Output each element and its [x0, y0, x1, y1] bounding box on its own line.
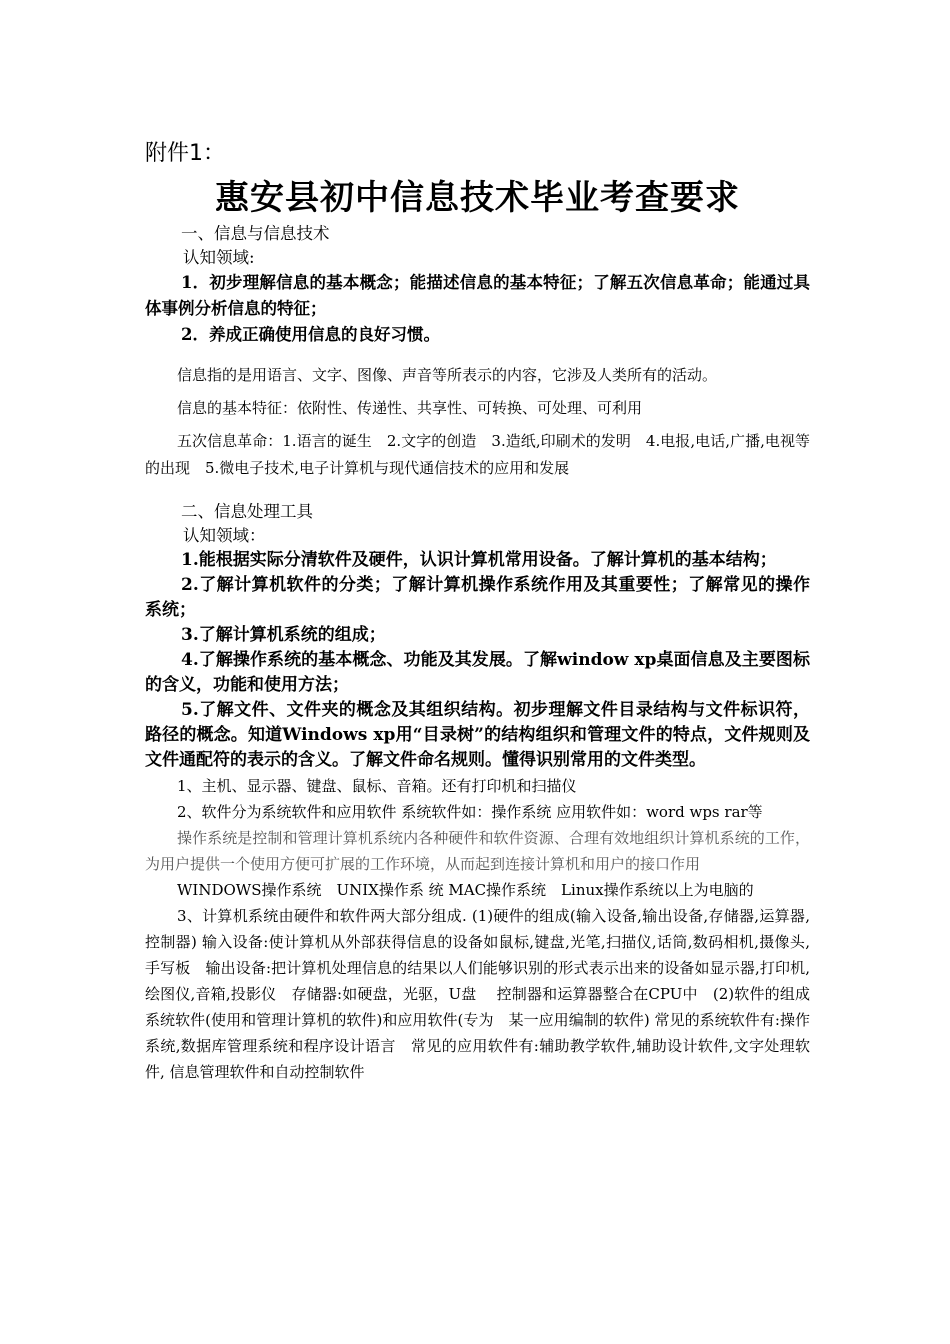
section-1-requirement-1: 1．初步理解信息的基本概念；能描述信息的基本特征；了解五次信息革命；能通过具体事例分析信息的特征； [145, 273, 810, 318]
section-1-note-2: 信息的基本特征：依附性、传递性、共享性、可转换、可处理、可利用 [177, 399, 643, 417]
section-2-requirement-5: 5.了解文件、文件夹的概念及其组织结构。初步理解文件目录结构与文件标识符，路径的概念。知道Windows xp用“目录树”的结构组织和管理文件的特点，文件规则及文件通配符的表示的含义。了解文件命名规则。懂得识别常用的文件类型。 [145, 700, 810, 770]
spacer [145, 488, 810, 500]
document-title: 惠安县初中信息技术毕业考查要求 [215, 178, 740, 218]
section-2-note-5: 3、计算机系统由硬件和软件两大部分组成. (1)硬件的组成(输入设备,输出设备,存储器,运算器,控制器) 输入设备:使计算机从外部获得信息的设备如鼠标,键盘,光笔,扫描仪,话筒,数码相机,摄像头, 手写板 输出设备:把计算机处理信息的结果以人们能够识别的形式表示出来的设备如显示器,打印机,绘图仪,音箱,投影仪 存储器:如硬盘，光驱，U盘 控制器和运算器整合在CPU中 (2)软件的组成 系统软件(使用和管理计算机的软件)和应用软件(专为 某一应用编制的软件) 常见的系统软件有:操作系统,数据库管理系统和程序设计语言 常见的应用软件有:辅助教学软件,辅助设计软件,文字处理软件, 信息管理软件和自动控制软件 [145, 907, 810, 1081]
attachment-label: 附件1： [145, 141, 225, 166]
section-2-domain-label: 认知领域： [183, 526, 266, 545]
section-2-requirement-3: 3.了解计算机系统的组成； [181, 625, 386, 645]
section-2-requirement-1: 1.能根据实际分清软件及硬件，认识计算机常用设备。了解计算机的基本结构； [181, 550, 777, 570]
section-2-requirement-4: 4.了解操作系统的基本概念、功能及其发展。了解window xp桌面信息及主要图标的含义，功能和使用方法； [145, 650, 810, 695]
document-body [145, 138, 810, 1085]
section-1-note-3: 五次信息革命：1.语言的诞生 2.文字的创造 3.造纸,印刷术的发明 4.电报,电话,广播,电视等的出现 5.微电子技术,电子计算机与现代通信技术的应用和发展 [145, 432, 810, 477]
section-1-domain-label: 认知领域: [183, 248, 255, 267]
section-2-requirement-2: 2.了解计算机软件的分类；了解计算机操作系统作用及其重要性；了解常见的操作系统； [145, 575, 810, 620]
section-2-note-3: 操作系统是控制和管理计算机系统内各种硬件和软件资源、合理有效地组织计算机系统的工作，为用户提供一个使用方便可扩展的工作环境，从而起到连接计算机和用户的接口作用 [145, 829, 810, 873]
section-1-heading: 一、信息与信息技术 [181, 224, 330, 243]
section-1-requirement-2: 2．养成正确使用信息的良好习惯。 [181, 325, 440, 344]
section-2-note-2: 2、软件分为系统软件和应用软件 系统软件如：操作系统 应用软件如：word wps rar等 [177, 803, 763, 821]
section-1-note-1: 信息指的是用语言、文字、图像、声音等所表示的内容，它涉及人类所有的活动。 [177, 366, 718, 384]
section-2-note-4: WINDOWS操作系统 UNIX操作系 统 MAC操作系统 Linux操作系统以上为电脑的 [177, 881, 754, 899]
section-2-note-1: 1、主机、显示器、键盘、鼠标、音箱。还有打印机和扫描仪 [177, 777, 577, 795]
section-2-heading: 二、信息处理工具 [181, 502, 313, 521]
spacer [145, 348, 810, 362]
